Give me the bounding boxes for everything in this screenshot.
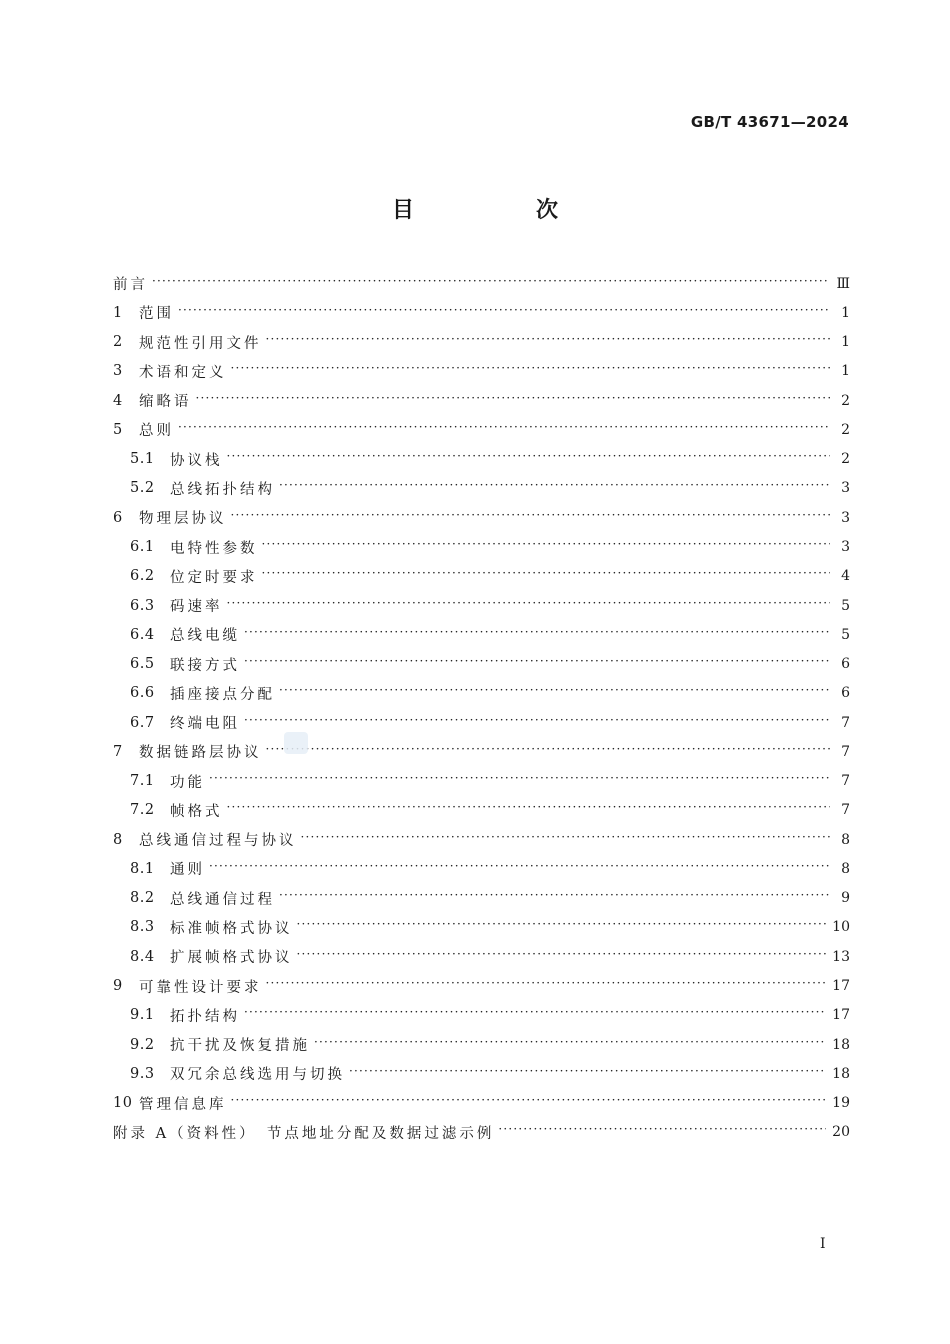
dot-leader (301, 833, 831, 847)
toc-entry-label: 抗干扰及恢复措施 (170, 1038, 310, 1055)
toc-entry-label: 联接方式 (170, 657, 240, 674)
toc-entry-page: 3 (841, 539, 850, 556)
dot-leader (231, 364, 831, 378)
toc-entry-number: 7.2 (130, 802, 155, 819)
toc-entry-page: 13 (832, 948, 850, 965)
toc-entry-label: 总则 (139, 423, 174, 440)
toc-entry-number: 9.1 (130, 1007, 155, 1024)
toc-entry-number: 9.3 (130, 1065, 155, 1082)
toc-entry-label: 管理信息库 (139, 1096, 227, 1113)
toc-entry-label: 帧格式 (170, 803, 223, 820)
dot-leader (244, 628, 830, 642)
toc-entry-number: 4 (113, 392, 123, 409)
toc-entry-label: 码速率 (170, 599, 223, 616)
dot-leader (227, 803, 831, 817)
toc-entry-page: 18 (832, 1065, 850, 1082)
toc-entry-page: 2 (841, 392, 850, 409)
toc-entry-number: 3 (113, 363, 123, 380)
toc-entry-number: 2 (113, 334, 123, 351)
toc-entry[interactable] (113, 532, 850, 561)
dot-leader (231, 1096, 827, 1110)
toc-entry-label: 总线拓扑结构 (170, 481, 275, 498)
toc-entry-number: 1 (113, 304, 123, 321)
dot-leader (498, 1125, 826, 1139)
toc-entry[interactable] (113, 884, 850, 913)
toc-entry-page: 19 (832, 1095, 850, 1112)
toc-entry[interactable] (113, 737, 850, 766)
toc-entry-page: 5 (841, 626, 850, 643)
toc-entry-page: 2 (841, 421, 850, 438)
toc-entry-page: 17 (832, 1007, 850, 1024)
toc-entry-number: 8 (113, 831, 123, 848)
toc-entry[interactable] (113, 298, 850, 327)
dot-leader (152, 277, 830, 291)
toc-entry-label: 前言 (113, 277, 148, 294)
toc-entry-number: 6.6 (130, 685, 155, 702)
toc-entry-number: 6.5 (130, 656, 155, 673)
toc-entry-page: Ⅲ (836, 275, 850, 292)
toc-entry-number: 10 (113, 1095, 133, 1112)
toc-entry-page: 3 (841, 509, 850, 526)
dot-leader (266, 335, 831, 349)
dot-leader (279, 686, 830, 700)
toc-entry-label: 总线通信过程 (170, 891, 275, 908)
toc-entry-number: 6.4 (130, 626, 155, 643)
toc-entry-label: 扩展帧格式协议 (170, 950, 293, 967)
toc-entry-page: 17 (832, 978, 850, 994)
toc-entry[interactable] (113, 591, 850, 620)
toc-entry[interactable] (113, 767, 850, 796)
toc-entry-number: 9.2 (130, 1036, 155, 1053)
watermark-logo (284, 732, 308, 754)
toc-entry-number: 8.3 (130, 919, 155, 936)
dot-leader (209, 862, 830, 876)
toc-entry-label: 范围 (139, 306, 174, 323)
toc-entry[interactable] (113, 1088, 850, 1117)
footer-page-number: I (820, 1236, 826, 1252)
toc-entry[interactable] (113, 269, 850, 298)
toc-entry-number: 5 (113, 421, 123, 438)
toc-entry-page: 8 (841, 831, 850, 848)
toc-entry-page: 5 (841, 597, 850, 614)
toc-entry[interactable] (113, 679, 850, 708)
toc-entry[interactable] (113, 620, 850, 649)
toc-entry-page: 6 (841, 685, 850, 702)
toc-entry-number: 6.2 (130, 568, 155, 585)
dot-leader (266, 979, 827, 993)
toc-entry-label: 拓扑结构 (170, 1008, 240, 1025)
toc-entry[interactable] (113, 649, 850, 678)
toc-entry[interactable] (113, 415, 850, 444)
dot-leader (262, 569, 831, 583)
toc-entry[interactable] (113, 942, 850, 971)
toc-entry-label: 位定时要求 (170, 569, 258, 586)
dot-leader (297, 950, 827, 964)
toc-entry[interactable] (113, 708, 850, 737)
toc-entry[interactable] (113, 357, 850, 386)
toc-entry-page: 7 (841, 773, 850, 790)
toc-entry[interactable] (113, 1118, 850, 1147)
toc-entry-number: 5.2 (130, 480, 155, 497)
toc-entry-label: 术语和定义 (139, 364, 227, 381)
toc-entry[interactable] (113, 1001, 850, 1030)
page-title: 目 次 (391, 198, 608, 223)
toc-entry-page: 6 (841, 656, 850, 673)
toc-entry-label: 可靠性设计要求 (139, 979, 262, 996)
dot-leader (196, 394, 831, 408)
dot-leader (262, 540, 831, 554)
toc-entry-number: 6.1 (130, 539, 155, 556)
toc-entry[interactable] (113, 1059, 850, 1088)
toc-entry-number: 5.1 (130, 451, 155, 468)
toc-entry-label: 协议栈 (170, 452, 223, 469)
toc-entry-page: 4 (841, 568, 850, 585)
toc-entry-page: 8 (841, 860, 850, 877)
toc-entry-number: 8.1 (130, 860, 155, 877)
dot-leader (209, 774, 830, 788)
toc-entry[interactable] (113, 796, 850, 825)
toc-entry[interactable] (113, 913, 850, 942)
toc-entry-page: 9 (841, 890, 850, 907)
toc-entry-label: 通则 (170, 862, 205, 879)
toc-entry-label: 标准帧格式协议 (170, 920, 293, 937)
toc-entry-page: 1 (841, 334, 850, 351)
dot-leader (231, 511, 831, 525)
toc-entry-number: 6.3 (130, 597, 155, 614)
toc-entry-page: 10 (832, 919, 850, 936)
dot-leader (279, 891, 830, 905)
toc-entry[interactable] (113, 562, 850, 591)
toc-entry-label: 终端电阻 (170, 716, 240, 733)
toc-entry-number: 8.4 (130, 948, 155, 965)
toc-entry[interactable] (113, 445, 850, 474)
toc-entry-page: 7 (841, 714, 850, 731)
toc-entry[interactable] (113, 971, 850, 1000)
toc-entry-number: 7 (113, 743, 123, 760)
toc-entry-number: 6 (113, 509, 123, 526)
toc-entry-number: 8.2 (130, 890, 155, 907)
toc-entry-label: 物理层协议 (139, 511, 227, 528)
toc-entry-page: 18 (832, 1036, 850, 1053)
dot-leader (227, 452, 831, 466)
toc-entry[interactable] (113, 503, 850, 532)
toc-entry-label: 规范性引用文件 (139, 335, 262, 352)
toc-entry-number: 9 (113, 978, 123, 994)
dot-leader (244, 1008, 826, 1022)
dot-leader (297, 920, 827, 934)
toc-entry-label: 总线通信过程与协议 (139, 833, 297, 850)
toc-entry-number: 6.7 (130, 714, 155, 731)
dot-leader (178, 423, 830, 437)
toc-entry-page: 20 (832, 1124, 850, 1141)
toc-entry-number: 7.1 (130, 773, 155, 790)
dot-leader (314, 1038, 826, 1052)
toc-entry[interactable] (113, 825, 850, 854)
dot-leader (178, 306, 830, 320)
dot-leader (266, 745, 831, 759)
toc-entry-page: 1 (841, 304, 850, 321)
toc-entry-label: 附录 A（资料性） 节点地址分配及数据过滤示例 (113, 1125, 495, 1142)
toc-entry-page: 7 (841, 743, 850, 760)
toc-entry[interactable] (113, 328, 850, 357)
toc-entry-page: 2 (841, 451, 850, 468)
dot-leader (349, 1067, 826, 1081)
toc-entry-page: 3 (841, 480, 850, 497)
table-of-contents (113, 269, 850, 1147)
standard-code: GB/T 43671—2024 (690, 113, 849, 131)
dot-leader (227, 599, 831, 613)
toc-entry-label: 电特性参数 (170, 540, 258, 557)
dot-leader (279, 481, 830, 495)
dot-leader (244, 716, 830, 730)
toc-entry-label: 插座接点分配 (170, 686, 275, 703)
toc-entry[interactable] (113, 854, 850, 883)
toc-entry-label: 数据链路层协议 (139, 745, 262, 762)
toc-entry-label: 缩略语 (139, 394, 192, 411)
toc-entry-label: 功能 (170, 774, 205, 791)
toc-entry-page: 7 (841, 802, 850, 819)
toc-entry-label: 双冗余总线选用与切换 (170, 1067, 345, 1084)
toc-entry[interactable] (113, 1030, 850, 1059)
toc-entry-page: 1 (841, 363, 850, 380)
toc-entry-label: 总线电缆 (170, 628, 240, 645)
toc-entry[interactable] (113, 386, 850, 415)
toc-entry[interactable] (113, 474, 850, 503)
dot-leader (244, 657, 830, 671)
